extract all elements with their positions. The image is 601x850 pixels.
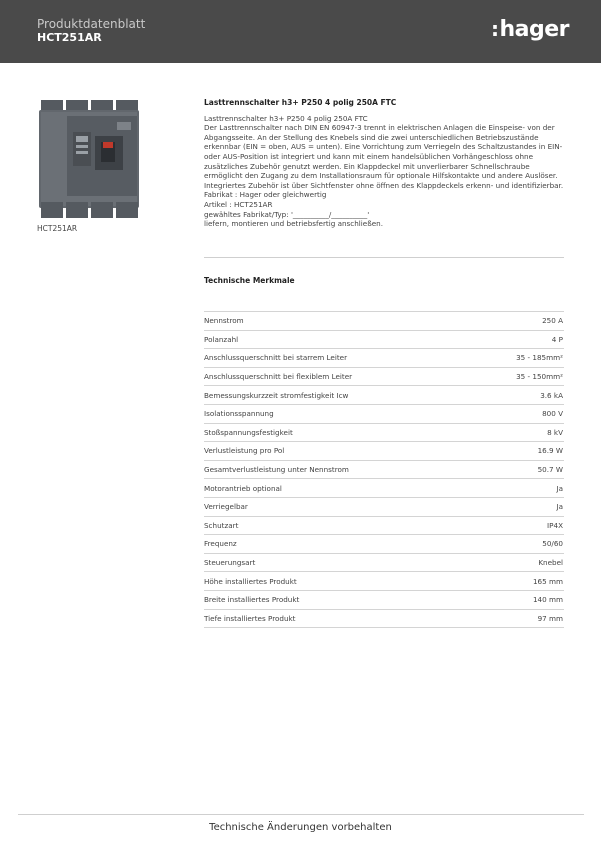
spec-label: Tiefe installiertes Produkt xyxy=(204,613,296,623)
table-row xyxy=(204,386,564,405)
spec-label: Anschlussquerschnitt bei flexiblem Leiter xyxy=(204,372,353,382)
description-title: Lasttrennschalter h3+ P250 4 polig 250A FTC xyxy=(204,98,397,107)
hager-logo: :hager xyxy=(491,17,570,42)
table-row xyxy=(204,479,564,498)
table-row xyxy=(204,311,564,331)
spec-value: 3.6 kA xyxy=(540,390,563,400)
section-divider xyxy=(204,257,564,258)
header-bar xyxy=(0,0,601,63)
spec-label: Anschlussquerschnitt bei starrem Leiter xyxy=(204,353,348,363)
table-row xyxy=(204,498,564,517)
spec-value: 35 - 150mm² xyxy=(516,372,563,382)
spec-label: Frequenz xyxy=(204,539,237,549)
spec-value: 50/60 xyxy=(542,539,563,549)
table-row xyxy=(204,405,564,424)
table-row xyxy=(204,554,564,573)
table-row xyxy=(204,517,564,536)
spec-label: Bemessungskurzzeit stromfestigkeit Icw xyxy=(204,390,349,400)
spec-value: 16.9 W xyxy=(537,446,563,456)
spec-value: 8 kV xyxy=(547,427,563,437)
footer-divider xyxy=(18,814,584,815)
spec-label: Gesamtverlustleistung unter Nennstrom xyxy=(204,465,349,475)
table-row xyxy=(204,535,564,554)
table-row xyxy=(204,331,564,350)
description-line: liefern, montieren und betriebsfertig anschließen. xyxy=(204,219,383,229)
specs-table xyxy=(204,311,564,628)
spec-label: Schutzart xyxy=(204,520,239,530)
table-row xyxy=(204,349,564,368)
image-caption: HCT251AR xyxy=(37,224,78,233)
document-type: Produktdatenblatt xyxy=(37,17,146,31)
product-image xyxy=(37,98,145,221)
description-line: Lasttrennschalter h3+ P250 4 polig 250A FTC xyxy=(204,113,368,123)
spec-value: Knebel xyxy=(538,558,563,568)
description-line: Der Lasttrennschalter nach DIN EN 60947-3 trennt in elektrischen Anlagen die Einspeise- von der Abgangsseite. An der Stellung des Knebels sind die zwei unterschiedlichen Betriebszustände erkennbar (EIN = oben, AUS = unten). Eine Vorrichtung zum Verriegeln des Schaltzustandes in EIN- oder AUS-Position ist integriert und kann mit einem handelsüblichen Vorhängeschloss ohne zusätzliches Zubehör genutzt werden. Ein Klappdeckel mit unverlierbarer Schnellschraube ermöglicht den Zugang zu dem Installationsraum für optionale Hilfskontakte und andere Auslöser. Integriertes Zubehör ist über Sichtfenster ohne öffnen des Klappdeckels erkenn- und identifizierbar. xyxy=(204,123,564,190)
spec-label: Stoßspannungsfestigkeit xyxy=(204,427,293,437)
spec-label: Motorantrieb optional xyxy=(204,483,282,493)
spec-value: 140 mm xyxy=(532,595,563,605)
specs-title: Technische Merkmale xyxy=(204,276,295,285)
spec-value: 35 - 185mm² xyxy=(516,353,563,363)
spec-label: Steuerungsart xyxy=(204,558,256,568)
table-row xyxy=(204,424,564,443)
description-line: gewähltes Fabrikat/Typ: '__________/__________' xyxy=(204,209,370,219)
spec-value: 50.7 W xyxy=(537,465,563,475)
spec-value: 800 V xyxy=(542,409,563,419)
spec-value: 165 mm xyxy=(532,576,563,586)
spec-value: Ja xyxy=(556,502,563,512)
product-description xyxy=(204,98,566,229)
spec-value: 250 A xyxy=(542,316,563,326)
table-row xyxy=(204,572,564,591)
table-row xyxy=(204,368,564,387)
spec-label: Polanzahl xyxy=(204,334,239,344)
spec-label: Verlustleistung pro Pol xyxy=(204,446,285,456)
table-row xyxy=(204,461,564,480)
table-row xyxy=(204,591,564,610)
table-row xyxy=(204,442,564,461)
spec-label: Isolationsspannung xyxy=(204,409,274,419)
spec-value: Ja xyxy=(556,483,563,493)
spec-label: Breite installiertes Produkt xyxy=(204,595,300,605)
spec-label: Nennstrom xyxy=(204,316,244,326)
table-row xyxy=(204,610,564,629)
spec-value: 97 mm xyxy=(537,613,563,623)
footer-note: Technische Änderungen vorbehalten xyxy=(209,822,392,833)
description-line: Fabrikat : Hager oder gleichwertig xyxy=(204,190,327,200)
description-line: Artikel : HCT251AR xyxy=(204,199,273,209)
spec-value: IP4X xyxy=(547,520,563,530)
product-code: HCT251AR xyxy=(37,31,102,44)
spec-label: Verriegelbar xyxy=(204,502,248,512)
spec-value: 4 P xyxy=(551,334,563,344)
spec-label: Höhe installiertes Produkt xyxy=(204,576,297,586)
